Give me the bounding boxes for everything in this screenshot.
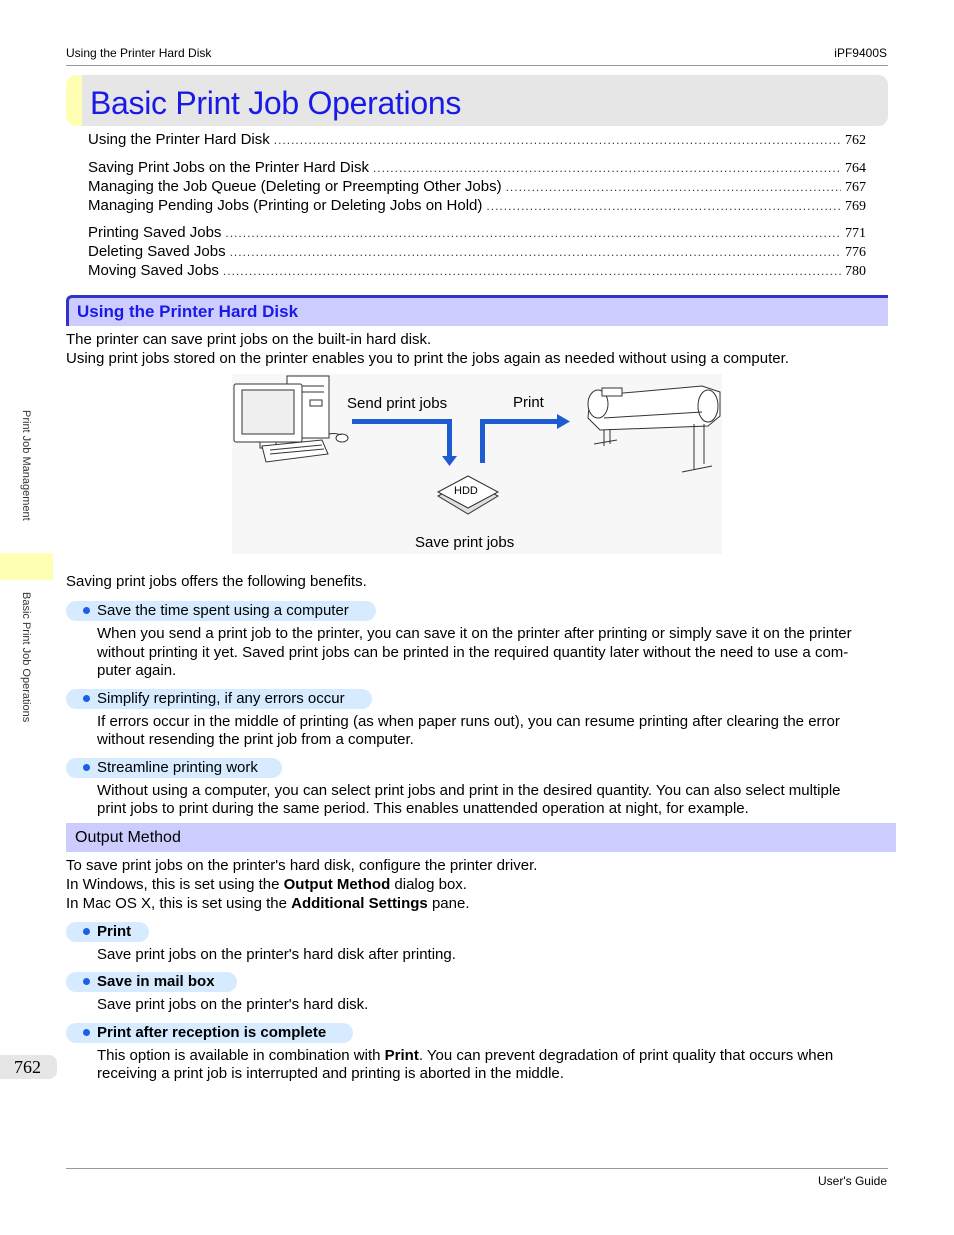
output-method-line-2 xyxy=(66,875,467,894)
toc-leader xyxy=(223,264,841,278)
output-method-line-3 xyxy=(66,894,470,913)
option-description xyxy=(97,1046,833,1065)
ui-term-print: Print xyxy=(384,1047,419,1064)
toc-entry-label[interactable]: Deleting Saved Jobs xyxy=(88,243,226,260)
toc-group-1 xyxy=(88,131,866,150)
toc-entry[interactable] xyxy=(88,224,866,243)
toc-entry[interactable] xyxy=(88,197,866,216)
subsection-heading: Output Method xyxy=(75,829,181,846)
section-heading: Using the Printer Hard Disk xyxy=(77,302,299,321)
option-description: receiving a print job is interrupted and printing is aborted in the middle. xyxy=(97,1065,564,1082)
toc-leader xyxy=(486,199,841,213)
text-run: dialog box. xyxy=(390,876,467,893)
toc-entry-label[interactable]: Moving Saved Jobs xyxy=(88,262,219,279)
benefit-title: Simplify reprinting, if any errors occur xyxy=(97,690,345,707)
benefit-text-line: puter again. xyxy=(97,662,177,679)
toc-page-number[interactable]: 771 xyxy=(845,226,866,241)
header-divider xyxy=(66,65,888,66)
save-print-jobs-label: Save print jobs xyxy=(415,534,515,551)
benefit-text-line: without resending the print job from a computer. xyxy=(97,731,414,748)
benefit-heading xyxy=(66,758,282,778)
toc-group-3 xyxy=(88,224,866,281)
computer-icon xyxy=(234,376,348,462)
text-run: . You can prevent degradation of print quality that occurs when xyxy=(418,1047,834,1064)
benefit-title: Streamline printing work xyxy=(97,759,258,776)
bullet-icon xyxy=(83,607,90,614)
toc-page-number[interactable]: 769 xyxy=(845,199,866,214)
text-run: pane. xyxy=(427,895,470,912)
toc-entry-label[interactable]: Managing Pending Jobs (Printing or Deleting Jobs on Hold) xyxy=(88,197,483,214)
option-heading xyxy=(66,972,237,992)
side-label-section: Basic Print Job Operations xyxy=(20,592,32,723)
text-run: In Mac OS X, this is set using the xyxy=(66,895,292,912)
page-title: Basic Print Job Operations xyxy=(90,85,462,121)
benefit-heading xyxy=(66,601,376,621)
toc-page-number[interactable]: 776 xyxy=(845,245,866,260)
running-header-right: iPF9400S xyxy=(834,46,887,60)
toc-entry[interactable] xyxy=(88,178,866,197)
text-run: This option is available in combination with xyxy=(97,1047,385,1064)
running-footer: User's Guide xyxy=(818,1174,887,1188)
toc-page-number[interactable]: 764 xyxy=(845,161,866,176)
ui-term-additional-settings: Additional Settings xyxy=(291,895,428,912)
bullet-icon xyxy=(83,1029,90,1036)
bullet-icon xyxy=(83,928,90,935)
bullet-icon xyxy=(83,764,90,771)
benefit-text-line: print jobs to print during the same period. This enables unattended operation at night, for example. xyxy=(97,800,749,817)
output-method-line-1: To save print jobs on the printer's hard disk, configure the printer driver. xyxy=(66,857,538,874)
toc-page-number[interactable]: 762 xyxy=(845,133,866,148)
toc-group-2 xyxy=(88,159,866,216)
ui-term-output-method: Output Method xyxy=(283,876,391,893)
toc-page-number[interactable]: 780 xyxy=(845,264,866,279)
print-arrow-icon xyxy=(480,414,570,463)
bullet-icon xyxy=(83,978,90,985)
send-print-jobs-label: Send print jobs xyxy=(347,395,448,412)
toc-entry[interactable] xyxy=(88,262,866,281)
toc-leader xyxy=(506,180,841,194)
hdd-label: HDD xyxy=(454,485,478,497)
toc-leader xyxy=(225,226,841,240)
benefits-intro: Saving print jobs offers the following benefits. xyxy=(66,573,367,590)
benefit-title: Save the time spent using a computer xyxy=(97,602,349,619)
toc-entry-label[interactable]: Managing the Job Queue (Deleting or Preempting Other Jobs) xyxy=(88,178,502,195)
benefit-text-line: Without using a computer, you can select print jobs and print in the desired quantity. You can also select multiple xyxy=(97,782,841,799)
print-label: Print xyxy=(513,394,544,411)
text-run: In Windows, this is set using the xyxy=(66,876,284,893)
toc-page-number[interactable]: 767 xyxy=(845,180,866,195)
intro-line-2: Using print jobs stored on the printer enables you to print the jobs again as needed without using a computer. xyxy=(66,350,789,367)
benefit-text-line: without printing it yet. Saved print jobs can be printed in the required quantity later without the need to use a com- xyxy=(97,644,849,661)
printer-icon xyxy=(588,386,720,472)
footer-divider xyxy=(66,1168,888,1169)
running-header-left: Using the Printer Hard Disk xyxy=(66,46,212,60)
option-heading xyxy=(66,922,149,942)
toc-entry-label[interactable]: Saving Print Jobs on the Printer Hard Disk xyxy=(88,159,369,176)
bullet-icon xyxy=(83,695,90,702)
option-title: Save in mail box xyxy=(97,973,215,990)
hdd-workflow-diagram xyxy=(232,374,722,554)
benefit-text-line: If errors occur in the middle of printing (as when paper runs out), you can resume printing after clearing the error xyxy=(97,713,840,730)
option-title: Print after reception is complete xyxy=(97,1024,327,1041)
side-label-chapter: Print Job Management xyxy=(20,410,32,521)
toc-leader xyxy=(373,161,841,175)
page-number: 762 xyxy=(0,1055,57,1079)
diagram-graphic xyxy=(232,374,722,554)
section-heading-bar xyxy=(66,295,888,326)
toc-entry-label[interactable]: Printing Saved Jobs xyxy=(88,224,222,241)
send-arrow-icon xyxy=(352,419,457,466)
benefit-text-line: When you send a print job to the printer, you can save it on the printer after printing or simply save it on the printer xyxy=(97,625,852,642)
intro-line-1: The printer can save print jobs on the built-in hard disk. xyxy=(66,331,432,348)
toc-entry[interactable] xyxy=(88,159,866,178)
toc-entry[interactable] xyxy=(88,243,866,262)
option-heading xyxy=(66,1023,353,1043)
option-title: Print xyxy=(97,923,132,940)
title-banner xyxy=(66,75,888,126)
toc-leader xyxy=(230,245,841,259)
toc-entry[interactable] xyxy=(88,131,866,150)
benefit-heading xyxy=(66,689,372,709)
side-tab-marker xyxy=(0,553,53,580)
option-description: Save print jobs on the printer's hard disk. xyxy=(97,996,369,1013)
toc-entry-label[interactable]: Using the Printer Hard Disk xyxy=(88,131,270,148)
option-description: Save print jobs on the printer's hard disk after printing. xyxy=(97,946,456,963)
subsection-heading-bar xyxy=(66,823,896,852)
toc-leader xyxy=(274,133,841,147)
